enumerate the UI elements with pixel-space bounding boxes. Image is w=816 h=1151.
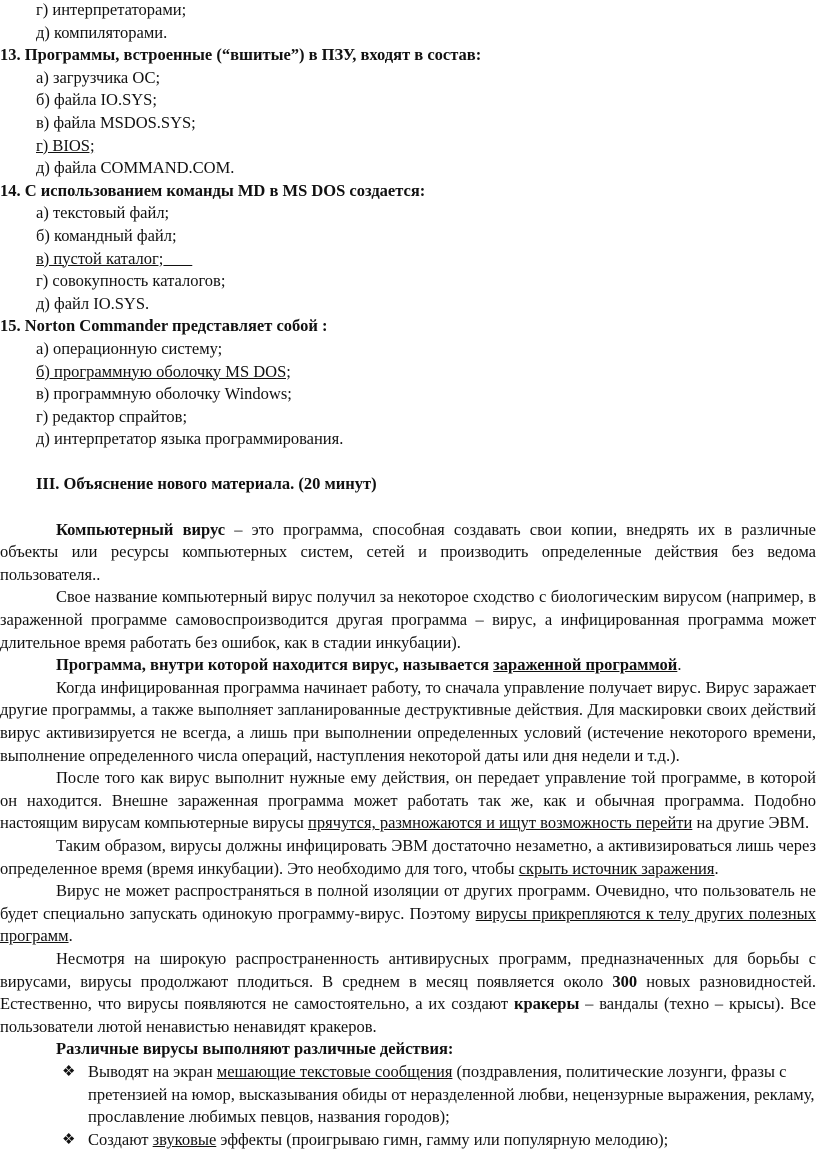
diamond-bullet-icon: ❖: [62, 1131, 76, 1148]
q14-correct-answer: в) пустой каталог;: [36, 248, 164, 268]
paragraph-isolation: [0, 880, 816, 948]
paragraph-text: Несмотря на широкую распространенность антивирусных программ, предназначенных для борьбы с вирусами, вирусы продолжают плодиться. В среднем в месяц появляется около: [0, 948, 816, 991]
q13-option-d: д) файла COMMAND.COM.: [36, 158, 235, 178]
term-infected-program: зараженной программой: [493, 655, 678, 675]
list-item-text: (поздравления, политические лозунги, фразы с претензией на юмор, высказывания обиды от неразделенной любви, нецензурные выражения, рекламу, прославление любимых певцов, названия городов);: [88, 1061, 815, 1127]
underlined-phrase: прячутся, размножаются и ищут возможность перейти: [308, 813, 693, 833]
paragraph-text: – вандалы (техно – крысы). Все пользователи лютой ненавистью ненавидят кракеров.: [0, 994, 816, 1036]
paragraph-incubation: [0, 835, 816, 880]
q13-correct-answer: г) BIOS;: [36, 135, 95, 155]
virus-actions-list: [0, 1061, 816, 1151]
q15-correct-answer: б) программную оболочку MS DOS;: [36, 361, 291, 381]
underlined-phrase: мешающие текстовые сообщения: [216, 1061, 453, 1081]
q14-option-a: а) текстовый файл;: [36, 203, 170, 223]
paragraph-name-origin: [0, 586, 816, 654]
underlined-phrase: звуковые: [152, 1129, 217, 1149]
list-item: [0, 1129, 816, 1151]
q14-option-b: б) командный файл;: [36, 225, 177, 245]
section-heading: III. Объяснение нового материала. (20 минут): [36, 474, 377, 494]
paragraph-virus-actions: Различные вирусы выполняют различные действия:: [56, 1039, 454, 1059]
paragraph-crackers: [0, 948, 816, 1038]
paragraph-end: на другие ЭВМ.: [692, 813, 810, 833]
paragraph-activation: [0, 677, 816, 767]
q12-option-g: г) интерпретаторами;: [36, 0, 187, 19]
q14-option-g: г) совокупность каталогов;: [36, 271, 226, 291]
paragraph-infected-program: [0, 654, 816, 677]
q14-option-d: д) файл IO.SYS.: [36, 293, 150, 313]
question-13-title: 13. Программы, встроенные (“вшитые”) в ПЗУ, входят в состав:: [0, 45, 482, 65]
diamond-bullet-icon: ❖: [62, 1063, 76, 1080]
q14-option-v: [0, 248, 816, 271]
paragraph-text: Таким образом, вирусы должны инфицировать ЭВМ достаточно незаметно, а активизироваться лишь через определенное время (время инкубации). Это необходимо для того, чтобы: [0, 835, 816, 878]
paragraph-text: Вирус не может распространяться в полной изоляции от других программ. Очевидно, что пользователь не будет специально запускать одинокую программу-вирус. Поэтому: [0, 881, 816, 923]
spacer: [0, 496, 816, 519]
q13-option-v: в) файла MSDOS.SYS;: [36, 112, 196, 132]
question-15-title: 15. Norton Commander представляет собой :: [0, 316, 328, 336]
underlined-phrase: скрыть источник заражения: [518, 858, 715, 878]
paragraph-text: После того как вирус выполнит нужные ему действия, он передает управление той программе, в которой он находится. Внешне зараженная программа может работать так же, как и обычная программа. Подобно настоящим вирусам компьютерные вирусы: [0, 768, 816, 833]
q15-option-g: г) редактор спрайтов;: [36, 406, 188, 426]
paragraph-text: Программа, внутри которой находится вирус, называется: [56, 655, 494, 675]
paragraph-virus-definition: [0, 519, 816, 587]
underlined-phrase: вирусы прикрепляются к телу других полезных программ: [0, 903, 816, 946]
list-item-text: эффекты (проигрываю гимн, гамму или популярную мелодию);: [216, 1129, 669, 1149]
q13-option-g: [0, 135, 816, 158]
q15-option-a: а) операционную систему;: [36, 338, 223, 358]
q13-option-a: а) загрузчика ОС;: [36, 67, 161, 87]
list-item: [0, 1061, 816, 1129]
paragraph-text: новых разновидностей. Естественно, что вирусы появляются не самостоятельно, а их создают: [0, 971, 816, 1014]
term-crackers: кракеры: [513, 994, 580, 1014]
paragraph-end: .: [714, 858, 719, 878]
q14-answer-underline-tail: [163, 249, 192, 268]
list-item-text: Выводят на экран: [88, 1061, 217, 1081]
q15-option-b: [0, 361, 816, 384]
number-300: 300: [612, 971, 638, 991]
paragraph-end: .: [677, 655, 682, 675]
spacer: [0, 451, 816, 474]
list-item-text: Создают: [88, 1129, 153, 1149]
paragraph-text: – это программа, способная создавать свои копии, внедрять их в различные объекты или ресурсы компьютерных систем, сетей и производить определенные действия без ведома пользователя..: [0, 519, 816, 584]
paragraph-end: .: [68, 926, 73, 946]
term-computer-virus: Компьютерный вирус: [56, 519, 226, 539]
paragraph-text: Свое название компьютерный вирус получил за некоторое сходство с биологическим вирусом (например, в зараженной программе самовоспроизводится другая программа – вирус, а инфицированная программа может длительное время работать без ошибок, как в стадии инкубации).: [0, 587, 816, 652]
q13-option-b: б) файла IO.SYS;: [36, 90, 157, 110]
q15-option-d: д) интерпретатор языка программирования.: [36, 429, 344, 449]
q15-option-v: в) программную оболочку Windows;: [36, 384, 292, 404]
q12-option-d: д) компиляторами.: [36, 22, 168, 42]
paragraph-text: Когда инфицированная программа начинает работу, то сначала управление получает вирус. Вирус заражает другие программы, а также выполняет запланированные деструктивные действия. Для маскировки своих действий вирус активизируется не всегда, а лишь при выполнении определенных условий (истечение некоторого времени, выполнение определенного числа операций, наступления некоторой даты или дня недели и т.д.).: [0, 677, 816, 765]
paragraph-control-transfer: [0, 767, 816, 835]
question-14-title: 14. С использованием команды MD в MS DOS создается:: [0, 180, 426, 200]
